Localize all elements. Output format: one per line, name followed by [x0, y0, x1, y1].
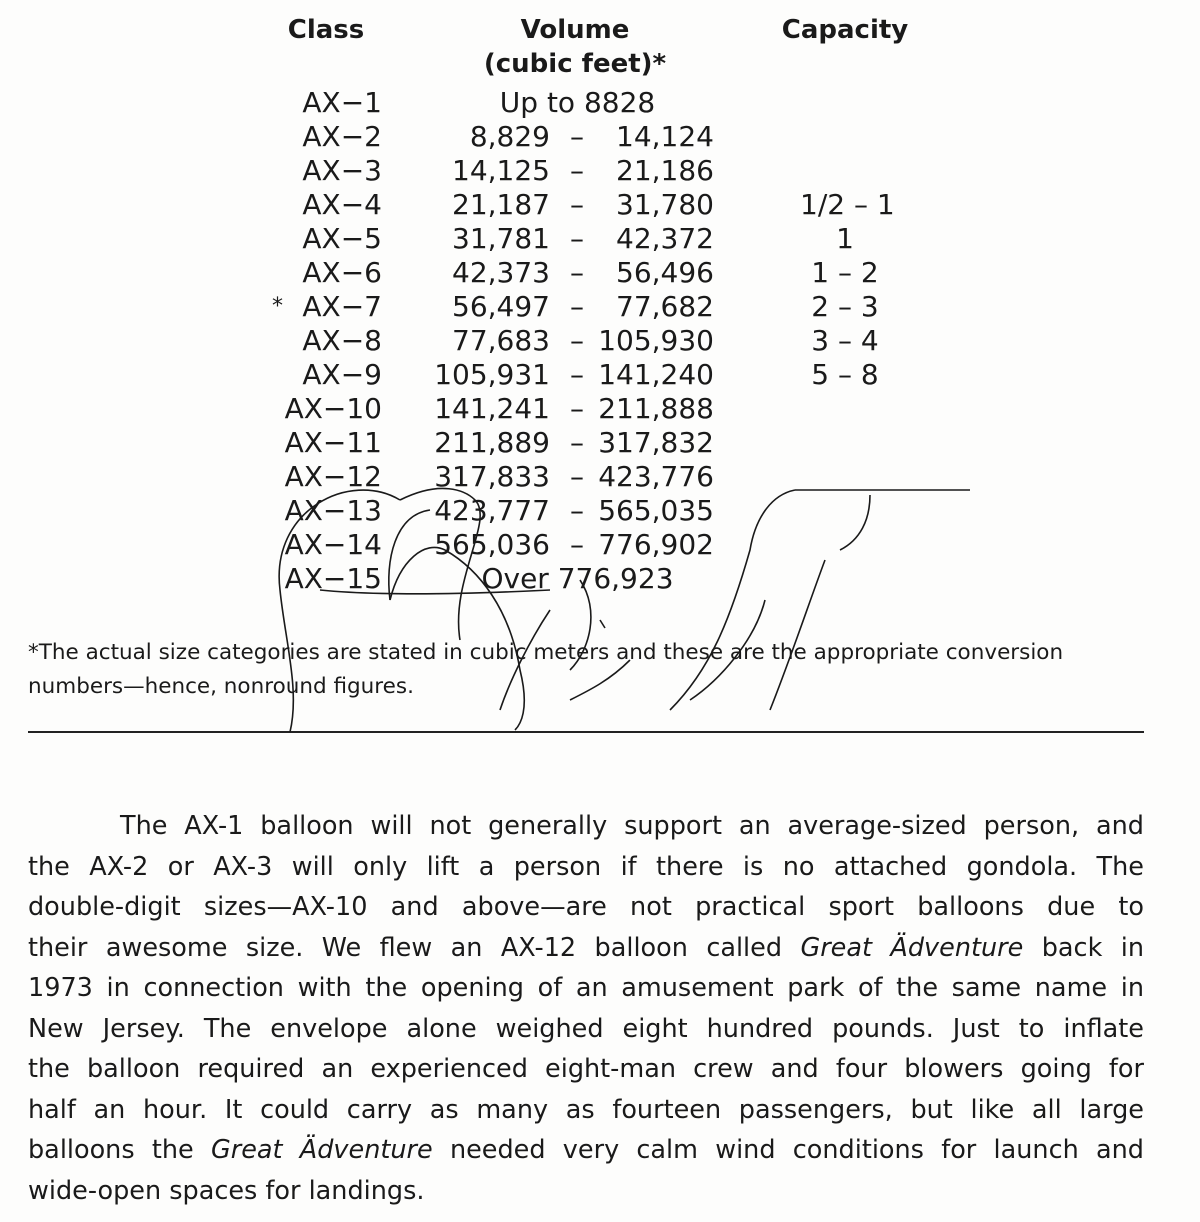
body-text-run: balloons the: [28, 1135, 211, 1165]
volume-span-cell: Up to 8828: [499, 86, 656, 119]
volume-low-cell: 423,777: [434, 494, 550, 527]
body-line: the AX-2 or AX-3 will only lift a person if there is no attached gondola. The: [28, 851, 1144, 882]
range-dash: –: [570, 290, 584, 323]
class-cell: AX−5: [302, 222, 382, 255]
volume-low-cell: 31,781: [452, 222, 550, 255]
volume-high-cell: 14,124: [616, 120, 714, 153]
volume-high-cell: 105,930: [598, 324, 714, 357]
range-dash: –: [570, 358, 584, 391]
volume-low-cell: 317,833: [434, 460, 550, 493]
body-text-run: their awesome size. We flew an AX-12 balloon called: [28, 932, 801, 963]
body-line: [28, 1130, 1144, 1171]
class-cell: AX−10: [284, 392, 382, 425]
volume-high-cell: 565,035: [598, 494, 714, 527]
body-text-run: needed very calm wind conditions for launch and: [432, 1135, 1144, 1165]
volume-high-cell: 56,496: [616, 256, 714, 289]
volume-low-cell: 211,889: [434, 426, 550, 459]
range-dash: –: [570, 460, 584, 493]
class-cell: AX−15: [284, 562, 382, 595]
watermark-stamp: [250, 470, 980, 740]
range-dash: –: [570, 494, 584, 527]
volume-high-cell: 776,902: [598, 528, 714, 561]
class-cell: AX−14: [284, 528, 382, 561]
body-line: [28, 928, 1144, 969]
volume-low-cell: 42,373: [452, 256, 550, 289]
range-dash: –: [570, 324, 584, 357]
footnote-line: numbers—hence, nonround figures.: [28, 674, 414, 699]
class-cell: AX−3: [302, 154, 382, 187]
volume-low-cell: 77,683: [452, 324, 550, 357]
volume-span-cell: Over 776,923: [481, 562, 674, 595]
volume-low-cell: 21,187: [452, 188, 550, 221]
range-dash: –: [570, 188, 584, 221]
capacity-cell: 3 – 4: [811, 324, 879, 357]
volume-high-cell: 141,240: [598, 358, 714, 391]
footnote-line: *The actual size categories are stated in cubic meters and these are the appropriate conversion: [28, 640, 1064, 665]
class-cell: AX−12: [284, 460, 382, 493]
class-cell: AX−7: [302, 290, 382, 323]
volume-low-cell: 105,931: [434, 358, 550, 391]
range-dash: –: [570, 392, 584, 425]
volume-high-cell: 21,186: [616, 154, 714, 187]
body-text-run: back in: [1023, 932, 1145, 963]
class-cell: AX−11: [284, 426, 382, 459]
volume-high-cell: 77,682: [616, 290, 714, 323]
capacity-cell: 2 – 3: [811, 290, 879, 323]
class-cell: AX−4: [302, 188, 382, 221]
row-asterisk-marker: *: [272, 294, 283, 319]
class-cell: AX−13: [284, 494, 382, 527]
range-dash: –: [570, 154, 584, 187]
body-line: double-digit sizes—AX-10 and above—are not practical sport balloons due to: [28, 892, 1144, 922]
volume-high-cell: 317,832: [598, 426, 714, 459]
class-cell: AX−1: [302, 86, 382, 119]
volume-high-cell: 423,776: [598, 460, 714, 493]
balloon-name-italic: Great Ädventure: [210, 1135, 433, 1165]
capacity-cell: 5 – 8: [811, 358, 879, 391]
class-cell: AX−9: [302, 358, 382, 391]
class-cell: AX−6: [302, 256, 382, 289]
range-dash: –: [570, 222, 584, 255]
volume-low-cell: 565,036: [434, 528, 550, 561]
body-paragraph: [28, 806, 1144, 1211]
body-line: 1973 in connection with the opening of an amusement park of the same name in: [28, 973, 1144, 1003]
range-dash: –: [570, 256, 584, 289]
class-cell: AX−8: [302, 324, 382, 357]
range-dash: –: [570, 120, 584, 153]
range-dash: –: [570, 426, 584, 459]
body-line: The AX-1 balloon will not generally support an average-sized person, and: [120, 811, 1144, 841]
header-volume: [460, 13, 690, 81]
body-line: New Jersey. The envelope alone weighed eight hundred pounds. Just to inflate: [28, 1013, 1144, 1044]
body-line: the balloon required an experienced eight-man crew and four blowers going for: [28, 1054, 1144, 1084]
range-dash: –: [570, 528, 584, 561]
volume-high-cell: 31,780: [616, 188, 714, 221]
volume-low-cell: 14,125: [452, 154, 550, 187]
capacity-cell: 1: [836, 222, 854, 255]
capacity-cell: 1 – 2: [811, 256, 879, 289]
volume-low-cell: 56,497: [452, 290, 550, 323]
body-line: half an hour. It could carry as many as fourteen passengers, but like all large: [28, 1094, 1144, 1125]
capacity-cell: 1/2 – 1: [800, 188, 895, 221]
volume-low-cell: 141,241: [434, 392, 550, 425]
header-class: Class: [287, 15, 365, 45]
header-volume-line1: Volume: [520, 15, 630, 45]
volume-low-cell: 8,829: [469, 120, 550, 153]
volume-high-cell: 211,888: [598, 392, 714, 425]
balloon-name-italic: Great Ädventure: [800, 932, 1024, 963]
class-cell: AX−2: [302, 120, 382, 153]
body-line: wide-open spaces for landings.: [28, 1175, 425, 1206]
header-volume-line2: (cubic feet)*: [483, 49, 667, 79]
header-capacity: Capacity: [781, 15, 909, 45]
volume-high-cell: 42,372: [616, 222, 714, 255]
